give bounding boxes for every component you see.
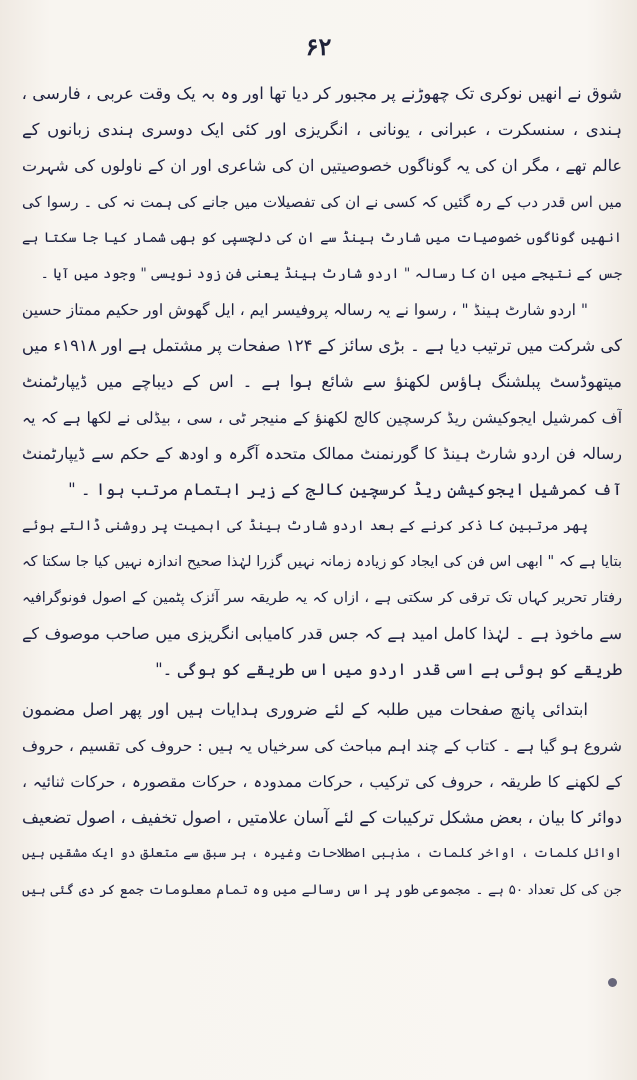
- text-line: ابتدائی پانچ صفحات میں طلبہ کے لئے ضروری ہدایات ہیں اور پھر اصل مضمون: [22, 700, 588, 719]
- text-line: کی شرکت میں ترتیب دیا ہے ۔ بڑی سائز کے ۱۲۴ صفحات پر مشتمل ہے اور ۱۹۱۸ء میں: [22, 336, 622, 355]
- text-line: میتھوڈسٹ پبلشنگ ہاؤس لکھنؤ سے شائع ہوا ہے ۔ اس کے دیباچے میں ڈیپارٹمنٹ: [22, 372, 622, 391]
- text-line: کے لکھنے کا طریقہ ، حروف کی ترکیب ، حرکات ممدودہ ، حرکات مقصورہ ، حرکات ثنائیہ ،: [22, 773, 622, 791]
- text-line: میں اس قدر دب کے رہ گئیں کہ کسی نے ان کی تفصیلات میں جانے کی ہمت نہ کی ۔ رسوا کی: [22, 193, 622, 211]
- text-line: آف کمرشیل ایجوکیشن ریڈ کرسچین کالج کے زیر اہتمام مرتب ہوا ۔ ": [68, 480, 622, 499]
- text-line: شروع ہو گیا ہے ۔ کتاب کے چند اہم مباحث کی سرخیاں یہ ہیں : حروف کی تقسیم ، حروف: [22, 737, 622, 755]
- text-line: رسالہ فن اردو شارٹ ہینڈ کا گورنمنٹ ممالک متحدہ آگرہ و اودھ کے حکم سے ڈیپارٹمنٹ: [22, 444, 622, 463]
- text-line: رفتار تحریر کہاں تک ترقی کر سکتی ہے ، ازاں کہ یہ طریقہ سر آئزک پٹمین کے اصول فونوگرافیہ: [22, 590, 622, 606]
- page-number: ۶۲: [305, 32, 332, 61]
- text-line: آف کمرشیل ایجوکیشن ریڈ کرسچین کالج لکھنؤ کے منیجر ٹی ، سی ، بیڈلی نے لکھا ہے کہ یہ: [22, 409, 622, 427]
- text-line: ہندی ، سنسکرت ، عبرانی ، یونانی ، انگریزی اور کئی ایک دوسری ہندی زبانوں کے: [22, 120, 622, 139]
- text-line: شوق نے انھیں نوکری تک چھوڑنے پر مجبور کر دیا تھا اور وہ بہ یک وقت عربی ، فارسی ،: [22, 84, 622, 103]
- text-line: انھیں گوناگوں خصوصیات میں شارٹ ہینڈ سے ان کی دلچسپی کو بھی شمار کیا جا سکتا ہے: [22, 230, 622, 246]
- text-line: پھر مرتبین کا ذکر کرنے کے بعد اردو شارٹ ہینڈ کی اہمیت پر روشنی ڈالتے ہوئے: [22, 518, 588, 534]
- ink-dot-mark: [608, 978, 617, 987]
- text-line: سے ماخوذ ہے ۔ لہٰذا کامل امید ہے کہ جس قدر کامیابی انگریزی میں صاحب موصوف کے: [22, 624, 622, 643]
- text-line: " اردو شارٹ ہینڈ " ، رسوا نے یہ رسالہ پروفیسر ایم ، ایل گھوش اور حکیم ممتاز حسین: [22, 301, 588, 319]
- text-line: طریقے کو ہوئی ہے اسی قدر اردو میں اس طریقے کو ہوگی ۔": [155, 660, 622, 679]
- text-line: جن کی کل تعداد ۵۰ ہے ۔ مجموعی طور پر اس رسالے میں وہ تمام معلومات جمع کر دی گئی ہیں: [22, 882, 622, 898]
- body-text: [22, 76, 622, 908]
- text-line: اوائل کلمات ، اواخر کلمات ، مذہبی اصطلاحات وغیرہ ، ہر سبق سے متعلق دو ایک مشقیں ہیں: [22, 846, 622, 861]
- text-line: بتایا ہے کہ " ابھی اس فن کی ایجاد کو زیادہ زمانہ نہیں گزرا لہٰذا صحیح اندازہ نہیں کیا جا سکتا کہ: [22, 554, 622, 570]
- text-line: عالم تھے ، مگر ان کی یہ گوناگوں خصوصیتیں ان کی شاعری اور ان کے ناولوں کی شہرت: [22, 156, 622, 175]
- text-line: دوائر کا بیان ، بعض مشکل ترکیبات کے لئے آسان علامتیں ، اصول تخفیف ، اصول تضعیف: [22, 808, 622, 827]
- text-line: جس کے نتیجے میں ان کا رسالہ " اردو شارٹ ہینڈ یعنی فن زود نویسی " وجود میں آیا ۔: [40, 266, 622, 282]
